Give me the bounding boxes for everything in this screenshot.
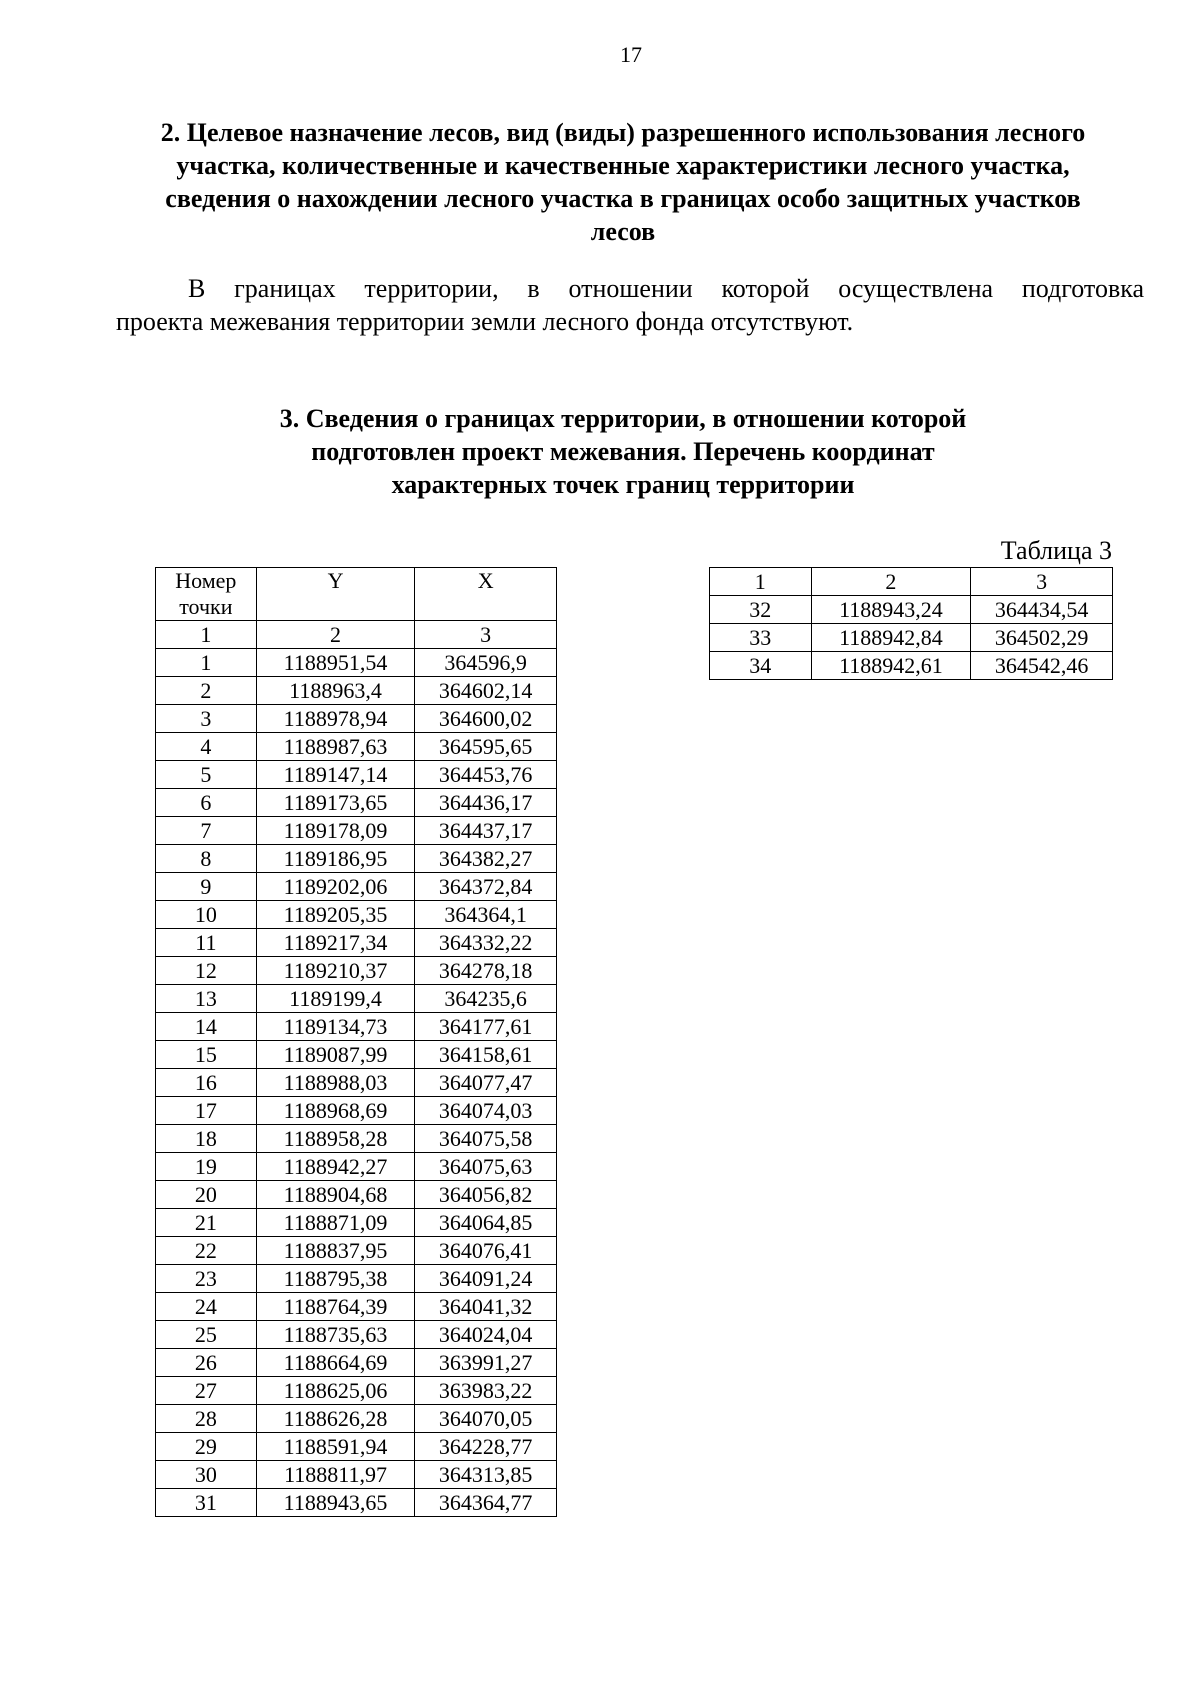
table-row [156, 1461, 557, 1489]
x-coordinate-cell: 364024,04 [415, 1321, 557, 1349]
header-cell-x: X [415, 568, 557, 621]
y-coordinate-cell: 1189134,73 [256, 1013, 415, 1041]
point-number-cell: 8 [156, 845, 257, 873]
point-number-cell: 10 [156, 901, 257, 929]
x-coordinate-cell: 363991,27 [415, 1349, 557, 1377]
coordinates-table-right [709, 567, 1113, 680]
x-coordinate-cell: 364091,24 [415, 1265, 557, 1293]
point-number-cell: 14 [156, 1013, 257, 1041]
column-number-cell: 3 [415, 621, 557, 649]
y-coordinate-cell: 1188664,69 [256, 1349, 415, 1377]
y-coordinate-cell: 1188942,84 [811, 624, 971, 652]
point-number-cell: 12 [156, 957, 257, 985]
point-number-cell: 20 [156, 1181, 257, 1209]
y-coordinate-cell: 1189202,06 [256, 873, 415, 901]
point-number-cell: 4 [156, 733, 257, 761]
point-number-cell: 19 [156, 1153, 257, 1181]
y-coordinate-cell: 1189217,34 [256, 929, 415, 957]
point-number-cell: 28 [156, 1405, 257, 1433]
x-coordinate-cell: 364075,63 [415, 1153, 557, 1181]
header-cell-point-number [156, 568, 257, 621]
point-number-cell: 13 [156, 985, 257, 1013]
y-coordinate-cell: 1188837,95 [256, 1237, 415, 1265]
point-number-cell: 7 [156, 817, 257, 845]
table-row [156, 1209, 557, 1237]
section-2-heading-line: сведения о нахождении лесного участка в границах особо защитных участков [165, 184, 1081, 213]
point-number-cell: 16 [156, 1069, 257, 1097]
y-coordinate-cell: 1188968,69 [256, 1097, 415, 1125]
page-number: 17 [620, 42, 642, 67]
x-coordinate-cell: 364235,6 [415, 985, 557, 1013]
x-coordinate-cell: 364382,27 [415, 845, 557, 873]
point-number-cell: 18 [156, 1125, 257, 1153]
x-coordinate-cell: 364077,47 [415, 1069, 557, 1097]
header-text: Номер [175, 568, 237, 593]
section-3-heading-line: характерных точек границ территории [391, 470, 855, 499]
table-row [156, 1489, 557, 1517]
x-coordinate-cell: 364596,9 [415, 649, 557, 677]
point-number-cell: 2 [156, 677, 257, 705]
point-number-cell: 15 [156, 1041, 257, 1069]
x-coordinate-cell: 364542,46 [971, 652, 1113, 680]
table-row [156, 1041, 557, 1069]
y-coordinate-cell: 1188942,61 [811, 652, 971, 680]
table-row [156, 1097, 557, 1125]
x-coordinate-cell: 364056,82 [415, 1181, 557, 1209]
point-number-cell: 32 [710, 596, 812, 624]
table-row [156, 705, 557, 733]
point-number-cell: 11 [156, 929, 257, 957]
point-number-cell: 5 [156, 761, 257, 789]
x-coordinate-cell: 364453,76 [415, 761, 557, 789]
paragraph-line: В границах территории, в отношении которой осуществлена подготовка [188, 274, 1144, 303]
y-coordinate-cell: 1188871,09 [256, 1209, 415, 1237]
point-number-cell: 31 [156, 1489, 257, 1517]
x-coordinate-cell: 364177,61 [415, 1013, 557, 1041]
y-coordinate-cell: 1189173,65 [256, 789, 415, 817]
table-row [156, 1153, 557, 1181]
section-2-heading [118, 116, 1128, 248]
point-number-cell: 3 [156, 705, 257, 733]
table-row [156, 985, 557, 1013]
point-number-cell: 6 [156, 789, 257, 817]
table-row [156, 789, 557, 817]
y-coordinate-cell: 1188735,63 [256, 1321, 415, 1349]
table-row [156, 1349, 557, 1377]
table-header-row [156, 568, 557, 621]
table-row [156, 1125, 557, 1153]
table-row [156, 1013, 557, 1041]
x-coordinate-cell: 364436,17 [415, 789, 557, 817]
point-number-cell: 1 [156, 649, 257, 677]
table-row [156, 1433, 557, 1461]
point-number-cell: 30 [156, 1461, 257, 1489]
table-row [156, 1321, 557, 1349]
table-row [156, 1265, 557, 1293]
section-3-heading [118, 402, 1128, 501]
x-coordinate-cell: 364364,1 [415, 901, 557, 929]
column-number-cell: 2 [811, 568, 971, 596]
y-coordinate-cell: 1189205,35 [256, 901, 415, 929]
section-2-heading-line: участка, количественные и качественные характеристики лесного участка, [176, 151, 1070, 180]
table-row [156, 677, 557, 705]
y-coordinate-cell: 1188978,94 [256, 705, 415, 733]
point-number-cell: 29 [156, 1433, 257, 1461]
column-number-row [156, 621, 557, 649]
y-coordinate-cell: 1188988,03 [256, 1069, 415, 1097]
y-coordinate-cell: 1188963,4 [256, 677, 415, 705]
x-coordinate-cell: 364434,54 [971, 596, 1113, 624]
table-row [156, 1405, 557, 1433]
y-coordinate-cell: 1189210,37 [256, 957, 415, 985]
point-number-cell: 23 [156, 1265, 257, 1293]
x-coordinate-cell: 364041,32 [415, 1293, 557, 1321]
point-number-cell: 24 [156, 1293, 257, 1321]
y-coordinate-cell: 1188943,24 [811, 596, 971, 624]
point-number-cell: 26 [156, 1349, 257, 1377]
y-coordinate-cell: 1188625,06 [256, 1377, 415, 1405]
x-coordinate-cell: 364313,85 [415, 1461, 557, 1489]
table-row [710, 652, 1113, 680]
table-row [156, 901, 557, 929]
point-number-cell: 21 [156, 1209, 257, 1237]
y-coordinate-cell: 1189147,14 [256, 761, 415, 789]
table-row [710, 624, 1113, 652]
point-number-cell: 27 [156, 1377, 257, 1405]
table-row [156, 649, 557, 677]
section-3-heading-line: 3. Сведения о границах территории, в отношении которой [279, 404, 967, 433]
y-coordinate-cell: 1188958,28 [256, 1125, 415, 1153]
table-caption: Таблица 3 [1000, 536, 1112, 565]
header-text: точки [179, 594, 233, 619]
point-number-cell: 9 [156, 873, 257, 901]
table-row [710, 596, 1113, 624]
section-2-heading-line: лесов [590, 217, 656, 246]
y-coordinate-cell: 1189178,09 [256, 817, 415, 845]
header-cell-y: Y [256, 568, 415, 621]
point-number-cell: 17 [156, 1097, 257, 1125]
table-row [156, 1237, 557, 1265]
table-row [156, 873, 557, 901]
table-row [156, 817, 557, 845]
x-coordinate-cell: 364064,85 [415, 1209, 557, 1237]
x-coordinate-cell: 363983,22 [415, 1377, 557, 1405]
point-number-cell: 25 [156, 1321, 257, 1349]
x-coordinate-cell: 364228,77 [415, 1433, 557, 1461]
y-coordinate-cell: 1188951,54 [256, 649, 415, 677]
y-coordinate-cell: 1188943,65 [256, 1489, 415, 1517]
table-row [156, 1181, 557, 1209]
y-coordinate-cell: 1189199,4 [256, 985, 415, 1013]
x-coordinate-cell: 364502,29 [971, 624, 1113, 652]
table-row [156, 1377, 557, 1405]
point-number-cell: 34 [710, 652, 812, 680]
coordinates-table-left [155, 567, 557, 1517]
y-coordinate-cell: 1188987,63 [256, 733, 415, 761]
x-coordinate-cell: 364075,58 [415, 1125, 557, 1153]
y-coordinate-cell: 1188764,39 [256, 1293, 415, 1321]
column-number-cell: 1 [710, 568, 812, 596]
table-row [156, 733, 557, 761]
table-row [156, 929, 557, 957]
point-number-cell: 33 [710, 624, 812, 652]
table-row [156, 1293, 557, 1321]
section-3-heading-line: подготовлен проект межевания. Перечень координат [311, 437, 935, 466]
x-coordinate-cell: 364332,22 [415, 929, 557, 957]
paragraph-line: проекта межевания территории земли лесного фонда отсутствуют. [116, 307, 854, 336]
column-number-row [710, 568, 1113, 596]
x-coordinate-cell: 364364,77 [415, 1489, 557, 1517]
x-coordinate-cell: 364158,61 [415, 1041, 557, 1069]
x-coordinate-cell: 364278,18 [415, 957, 557, 985]
section-2-heading-line: 2. Целевое назначение лесов, вид (виды) разрешенного использования лесного [160, 118, 1086, 147]
y-coordinate-cell: 1188942,27 [256, 1153, 415, 1181]
x-coordinate-cell: 364595,65 [415, 733, 557, 761]
table-row [156, 957, 557, 985]
x-coordinate-cell: 364437,17 [415, 817, 557, 845]
column-number-cell: 1 [156, 621, 257, 649]
y-coordinate-cell: 1189087,99 [256, 1041, 415, 1069]
y-coordinate-cell: 1188626,28 [256, 1405, 415, 1433]
y-coordinate-cell: 1188811,97 [256, 1461, 415, 1489]
x-coordinate-cell: 364070,05 [415, 1405, 557, 1433]
section-2-paragraph [116, 272, 1144, 338]
table-row [156, 845, 557, 873]
x-coordinate-cell: 364076,41 [415, 1237, 557, 1265]
table-row [156, 761, 557, 789]
column-number-cell: 2 [256, 621, 415, 649]
x-coordinate-cell: 364074,03 [415, 1097, 557, 1125]
y-coordinate-cell: 1189186,95 [256, 845, 415, 873]
column-number-cell: 3 [971, 568, 1113, 596]
point-number-cell: 22 [156, 1237, 257, 1265]
y-coordinate-cell: 1188795,38 [256, 1265, 415, 1293]
x-coordinate-cell: 364600,02 [415, 705, 557, 733]
table-row [156, 1069, 557, 1097]
y-coordinate-cell: 1188591,94 [256, 1433, 415, 1461]
y-coordinate-cell: 1188904,68 [256, 1181, 415, 1209]
x-coordinate-cell: 364372,84 [415, 873, 557, 901]
x-coordinate-cell: 364602,14 [415, 677, 557, 705]
